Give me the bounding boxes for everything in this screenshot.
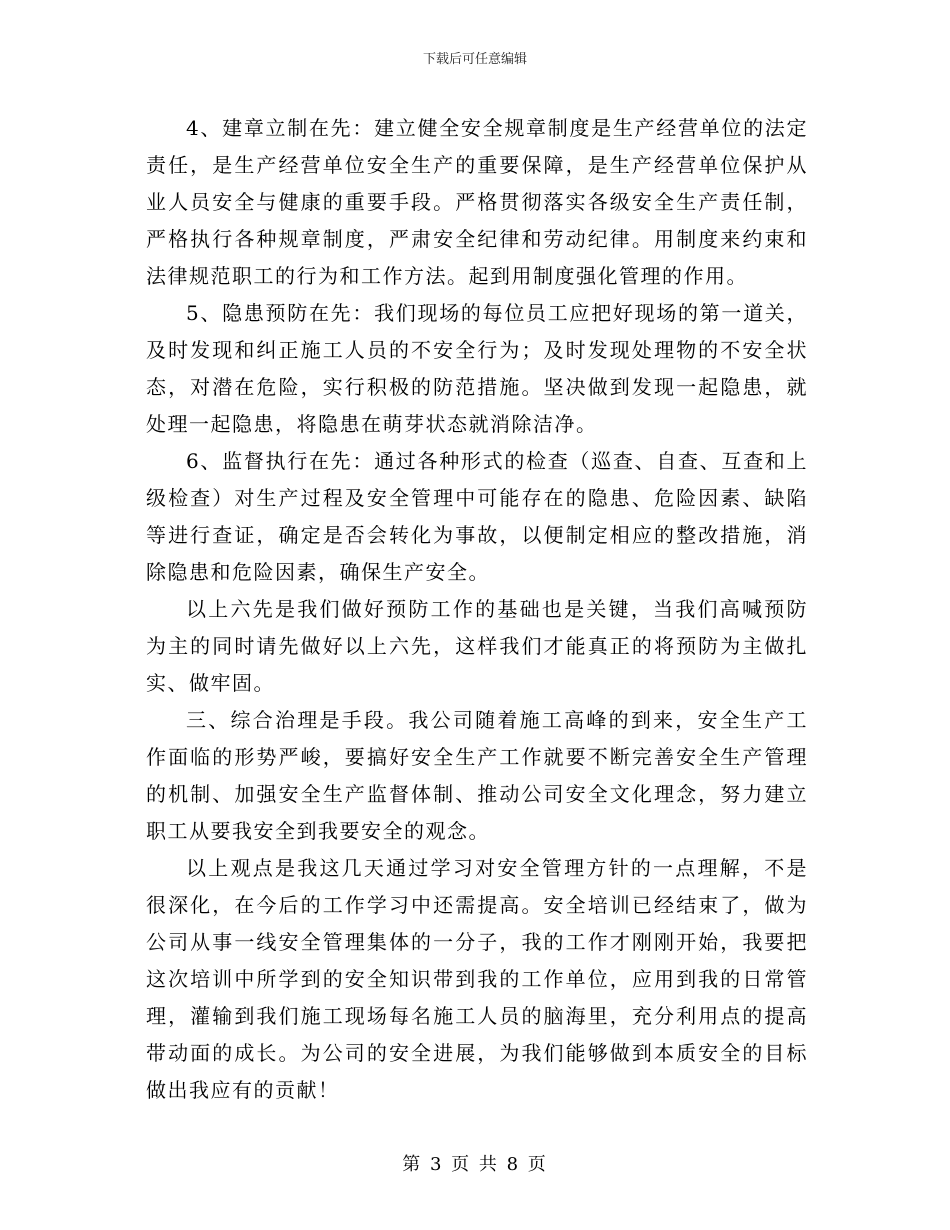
paragraph-supervision: 6、监督执行在先：通过各种形式的检查（巡查、自查、互查和上级检查）对生产过程及安全管理中可能存在的隐患、危险因素、缺陷等进行查证，确定是否会转化为事故，以便制定相应的整改措施，消除隐患和危险因素，确保生产安全。 [146, 449, 808, 584]
paragraph-comprehensive-governance: 三、综合治理是手段。我公司随着施工高峰的到来，安全生产工作面临的形势严峻，要搞好安全生产工作就要不断完善安全生产管理的机制、加强安全生产监督体制、推动公司安全文化理念，努力建立职工从要我安全到我要安全的观念。 [146, 708, 808, 843]
page-header: 下载后可任意编辑 [422, 52, 527, 67]
paragraph-six-firsts-summary: 以上六先是我们做好预防工作的基础也是关键，当我们高喊预防为主的同时请先做好以上六先，这样我们才能真正的将预防为主做扎实、做牢固。 [146, 597, 808, 695]
paragraph-conclusion: 以上观点是我这几天通过学习对安全管理方针的一点理解，不是很深化，在今后的工作学习中还需提高。安全培训已经结束了，做为公司从事一线安全管理集体的一分子，我的工作才刚刚开始，我要把这次培训中所学到的安全知识带到我的工作单位，应用到我的日常管理，灌输到我们施工现场每名施工人员的脑海里，充分利用点的提高带动面的成长。为公司的安全进展，为我们能够做到本质安全的目标做出我应有的贡献！ [146, 856, 808, 1102]
paragraph-hazard-prevention: 5、隐患预防在先：我们现场的每位员工应把好现场的第一道关，及时发现和纠正施工人员的不安全行为；及时发现处理物的不安全状态，对潜在危险，实行积极的防范措施。坚决做到发现一起隐患，就处理一起隐患，将隐患在萌芽状态就消除洁净。 [146, 301, 808, 436]
paragraph-rules-first: 4、建章立制在先：建立健全安全规章制度是生产经营单位的法定责任，是生产经营单位安全生产的重要保障，是生产经营单位保护从业人员安全与健康的重要手段。严格贯彻落实各级安全生产责任制，严格执行各种规章制度，严肃安全纪律和劳动纪律。用制度来约束和法律规范职工的行为和工作方法。起到用制度强化管理的作用。 [146, 116, 808, 288]
page-number: 第 3 页 共 8 页 [402, 1154, 548, 1175]
document-body [146, 110, 808, 1109]
